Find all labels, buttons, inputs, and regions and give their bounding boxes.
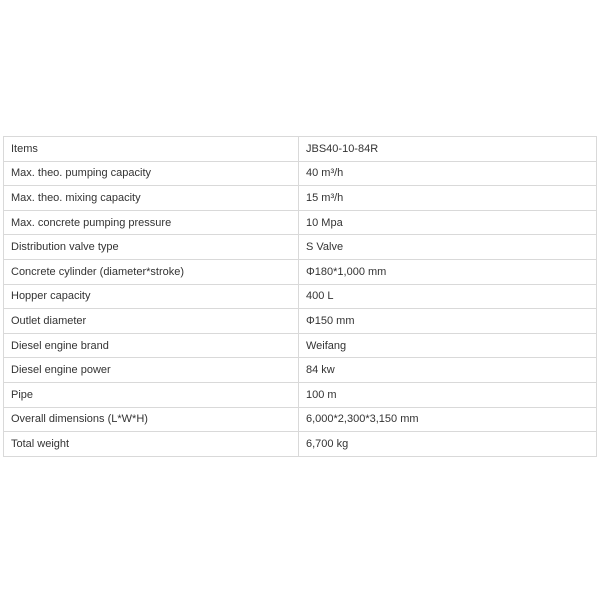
spec-table-body	[4, 137, 597, 457]
value-cell: 40 m³/h	[299, 161, 597, 186]
table-row	[4, 432, 597, 457]
item-cell: Max. concrete pumping pressure	[4, 210, 299, 235]
value-cell: 6,000*2,300*3,150 mm	[299, 407, 597, 432]
value-cell: 15 m³/h	[299, 186, 597, 211]
item-cell: Diesel engine power	[4, 358, 299, 383]
table-row	[4, 382, 597, 407]
item-cell: Hopper capacity	[4, 284, 299, 309]
item-cell: Outlet diameter	[4, 309, 299, 334]
value-cell: S Valve	[299, 235, 597, 260]
table-row	[4, 235, 597, 260]
table-row	[4, 137, 597, 162]
item-cell: Max. theo. mixing capacity	[4, 186, 299, 211]
value-cell: Weifang	[299, 333, 597, 358]
table-row	[4, 284, 597, 309]
item-cell: Max. theo. pumping capacity	[4, 161, 299, 186]
item-cell: Diesel engine brand	[4, 333, 299, 358]
table-row	[4, 358, 597, 383]
table-row	[4, 186, 597, 211]
value-cell: 100 m	[299, 382, 597, 407]
table-row	[4, 210, 597, 235]
item-cell: Distribution valve type	[4, 235, 299, 260]
value-cell: JBS40-10-84R	[299, 137, 597, 162]
item-cell: Overall dimensions (L*W*H)	[4, 407, 299, 432]
table-row	[4, 333, 597, 358]
value-cell: 6,700 kg	[299, 432, 597, 457]
table-row	[4, 161, 597, 186]
spec-table	[3, 136, 597, 457]
value-cell: 400 L	[299, 284, 597, 309]
table-row	[4, 259, 597, 284]
table-row	[4, 407, 597, 432]
value-cell: Φ150 mm	[299, 309, 597, 334]
value-cell: Φ180*1,000 mm	[299, 259, 597, 284]
value-cell: 84 kw	[299, 358, 597, 383]
item-cell: Items	[4, 137, 299, 162]
item-cell: Total weight	[4, 432, 299, 457]
item-cell: Concrete cylinder (diameter*stroke)	[4, 259, 299, 284]
item-cell: Pipe	[4, 382, 299, 407]
table-row	[4, 309, 597, 334]
value-cell: 10 Mpa	[299, 210, 597, 235]
